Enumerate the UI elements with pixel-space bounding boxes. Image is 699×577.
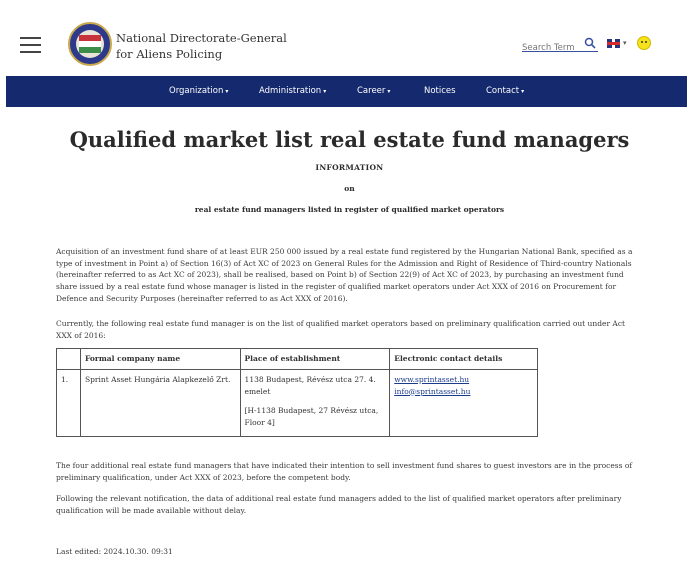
chevron-down-icon: ▾ (623, 39, 627, 47)
nav-administration[interactable] (259, 86, 326, 96)
uk-flag-icon (607, 39, 620, 48)
nav-career[interactable] (357, 86, 390, 96)
nav-label: Notices (424, 86, 456, 96)
site-header (0, 0, 699, 76)
chevron-down-icon: ▾ (521, 88, 525, 95)
last-edited: Last edited: 2024.10.30. 09:31 (56, 547, 173, 556)
col-header-contact: Electronic contact details (390, 349, 538, 370)
chevron-down-icon: ▾ (323, 88, 327, 95)
page-title: Qualified market list real estate fund managers (69, 127, 630, 152)
main-navbar (6, 76, 687, 107)
place-hungarian: 1138 Budapest, Révész utca 27. 4. emelet (244, 375, 376, 396)
cell-contact (390, 370, 538, 437)
language-selector[interactable] (607, 38, 629, 49)
nav-label: Organization (169, 86, 224, 96)
info-on: on (344, 184, 355, 193)
agency-logo[interactable] (68, 22, 112, 66)
nav-contact[interactable] (486, 86, 524, 96)
additional-managers-paragraph: The four additional real estate fund managers that have indicated their intention to sell investment fund shares to guest investors are in the process of preliminary qualification, under Act XXX of 2023, before the competent body. (56, 461, 633, 482)
menu-icon[interactable] (20, 37, 41, 53)
email-link[interactable]: info@sprintasset.hu (394, 386, 471, 396)
cell-company: Sprint Asset Hungária Alapkezelő Zrt. (80, 370, 240, 437)
nav-organization[interactable] (169, 86, 228, 96)
table-header-row (57, 349, 538, 370)
search-icon[interactable] (584, 37, 596, 49)
current-list-paragraph: Currently, the following real estate fund manager is on the list of qualified market operators based on preliminary qualification carried out under Act XXX of 2016: (56, 319, 626, 340)
search-input[interactable] (522, 40, 582, 56)
info-subject: real estate fund managers listed in register of qualified market operators (194, 205, 505, 214)
nav-label: Administration (259, 86, 322, 96)
org-name-line1: National Directorate-General (116, 31, 287, 45)
col-header-place: Place of establishment (240, 349, 390, 370)
col-header-number (57, 349, 81, 370)
table-row (57, 370, 538, 437)
col-header-company: Formal company name (80, 349, 240, 370)
nav-notices[interactable] (424, 86, 456, 96)
chevron-down-icon: ▾ (387, 88, 391, 95)
org-name-line2: for Aliens Policing (116, 47, 223, 61)
info-heading: INFORMATION (315, 163, 384, 172)
place-english: [H-1138 Budapest, 27 Révész utca, Floor 4] (244, 406, 379, 427)
website-link[interactable]: www.sprintasset.hu (394, 375, 470, 384)
fund-manager-table (56, 348, 538, 437)
search-box (522, 35, 598, 52)
nav-label: Contact (486, 86, 520, 96)
organization-name[interactable] (116, 30, 316, 62)
nav-label: Career (357, 86, 386, 96)
accessibility-icon[interactable] (637, 36, 651, 50)
notification-paragraph: Following the relevant notification, the data of additional real estate fund managers added to the list of qualified market operators after preliminary qualification will be made available without delay. (56, 494, 622, 515)
cell-number: 1. (57, 370, 81, 437)
chevron-down-icon: ▾ (225, 88, 229, 95)
intro-paragraph: Acquisition of an investment fund share of at least EUR 250 000 issued by a real estate fund registered by the Hungarian National Bank, specified as a type of investment in Point a) of Section 16(3) of Act XC of 2023 on General Rules for the Admission and Right of Residence of Third-country Nationals (hereinafter referred to as Act XC of 2023), shall be realised, based on Point b) of Section 22(9) of Act XC of 2023, by purchasing an investment fund share issued by a real estate fund whose manager is listed in the register of qualified market operators under Act XXX of 2016 on Procurement for Defence and Security Purposes (hereinafter referred to as Act XXX of 2016). (56, 247, 633, 303)
cell-place (240, 370, 390, 437)
